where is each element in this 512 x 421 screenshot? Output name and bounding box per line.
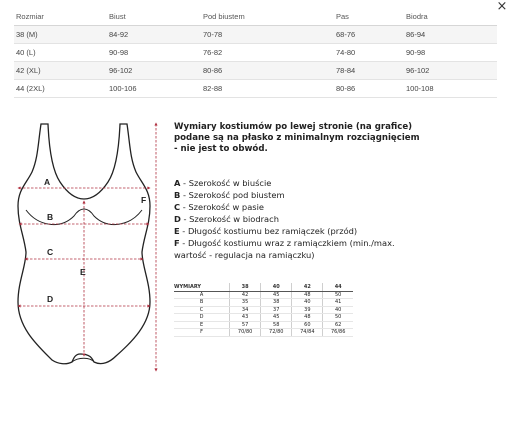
table-cell: 44 (2XL) [14, 79, 109, 97]
table-cell: 78-84 [336, 61, 406, 79]
table-cell: 50 [323, 291, 353, 299]
table-cell: 42 [230, 291, 261, 299]
table-cell: 43 [230, 314, 261, 322]
table-row [14, 79, 497, 97]
table-row [174, 291, 353, 299]
diagram-label-a: A [44, 177, 51, 187]
column-header-hips: Biodra [406, 8, 497, 25]
headline-line: - nie jest to obwód. [174, 144, 268, 154]
table-row [14, 61, 497, 79]
table-row [174, 306, 353, 314]
column-header: 40 [261, 283, 292, 291]
table-cell: 100-108 [406, 79, 497, 97]
table-cell: 39 [292, 306, 323, 314]
measurement-legend [174, 177, 474, 261]
legend-text: - Szerokość pod biustem [180, 190, 285, 200]
table-cell: 80-86 [336, 79, 406, 97]
table-cell: 82-88 [203, 79, 336, 97]
swimsuit-diagram [8, 114, 168, 384]
legend-key: A [174, 178, 181, 188]
table-cell: 76/86 [323, 329, 353, 337]
column-header: WYMIARY [174, 283, 230, 291]
table-cell: 74-80 [336, 43, 406, 61]
table-cell: 40 (L) [14, 43, 109, 61]
diagram-label-d: D [47, 294, 54, 304]
table-cell: 62 [323, 321, 353, 329]
column-header-bust: Biust [109, 8, 203, 25]
table-cell: C [174, 306, 230, 314]
headline-line: Wymiary kostiumów po lewej stronie (na grafice) [174, 122, 413, 132]
table-cell: 90-98 [109, 43, 203, 61]
table-cell: 96-102 [406, 61, 497, 79]
table-cell: 84-92 [109, 25, 203, 43]
table-cell: 57 [230, 321, 261, 329]
table-cell: 34 [230, 306, 261, 314]
legend-key: F [174, 238, 180, 248]
table-cell: 41 [323, 299, 353, 307]
table-cell: 96-102 [109, 61, 203, 79]
table-cell: 45 [261, 291, 292, 299]
table-cell: 35 [230, 299, 261, 307]
legend-key: C [174, 202, 181, 212]
table-cell: 45 [261, 314, 292, 322]
legend-item [174, 189, 474, 201]
table-cell: 58 [261, 321, 292, 329]
table-row [174, 314, 353, 322]
diagram-label-e: E [80, 267, 86, 277]
close-icon[interactable]: × [496, 0, 508, 14]
column-header-size: Rozmiar [14, 8, 109, 25]
table-cell: 48 [292, 314, 323, 322]
legend-text: - Szerokość w pasie [180, 202, 265, 212]
size-table-header-row [14, 8, 497, 25]
table-cell: B [174, 299, 230, 307]
diagram-label-f: F [141, 195, 147, 205]
table-row [174, 299, 353, 307]
measurement-description [174, 122, 474, 261]
table-cell: 68-76 [336, 25, 406, 43]
table-cell: F [174, 329, 230, 337]
legend-item [174, 177, 474, 189]
table-row [14, 25, 497, 43]
table-row [174, 329, 353, 337]
table-cell: 72/80 [261, 329, 292, 337]
table-cell: E [174, 321, 230, 329]
legend-item-continuation: wartość - regulacja na ramiączku) [174, 250, 315, 260]
table-row [174, 321, 353, 329]
column-header-underbust: Pod biustem [203, 8, 336, 25]
table-cell: 76-82 [203, 43, 336, 61]
table-cell: 50 [323, 314, 353, 322]
table-cell: 100-106 [109, 79, 203, 97]
table-cell: 48 [292, 291, 323, 299]
measurements-header-row [174, 283, 353, 291]
table-cell: 80-86 [203, 61, 336, 79]
table-cell: 38 (M) [14, 25, 109, 43]
table-cell: 38 [261, 299, 292, 307]
size-table [14, 8, 497, 98]
column-header: 44 [323, 283, 353, 291]
legend-item [174, 225, 474, 237]
legend-key: E [174, 226, 180, 236]
table-cell: A [174, 291, 230, 299]
table-cell: 40 [323, 306, 353, 314]
table-row [14, 43, 497, 61]
table-cell: 70-78 [203, 25, 336, 43]
table-cell: 40 [292, 299, 323, 307]
table-cell: 70/80 [230, 329, 261, 337]
headline-line: podane są na płasko z minimalnym rozciągnięciem [174, 133, 420, 143]
crotch-line [72, 358, 94, 362]
table-cell: 60 [292, 321, 323, 329]
table-cell: 74/84 [292, 329, 323, 337]
legend-text: - Długość kostiumu bez ramiączek (przód) [179, 226, 358, 236]
diagram-label-c: C [47, 247, 54, 257]
legend-key: D [174, 214, 181, 224]
legend-key: B [174, 190, 181, 200]
legend-text: - Szerokość w biodrach [180, 214, 279, 224]
legend-item [174, 237, 474, 249]
diagram-label-b: B [47, 212, 54, 222]
legend-item [174, 201, 474, 213]
table-cell: 90-98 [406, 43, 497, 61]
measurements-table [174, 283, 353, 337]
legend-text: - Szerokość w biuście [180, 178, 272, 188]
column-header: 42 [292, 283, 323, 291]
legend-item [174, 213, 474, 225]
table-cell: 42 (XL) [14, 61, 109, 79]
description-headline [174, 122, 474, 155]
table-cell: D [174, 314, 230, 322]
table-cell: 86-94 [406, 25, 497, 43]
column-header-waist: Pas [336, 8, 406, 25]
column-header: 38 [230, 283, 261, 291]
legend-text: - Długość kostiumu wraz z ramiączkiem (min./max. [179, 238, 395, 248]
table-cell: 37 [261, 306, 292, 314]
